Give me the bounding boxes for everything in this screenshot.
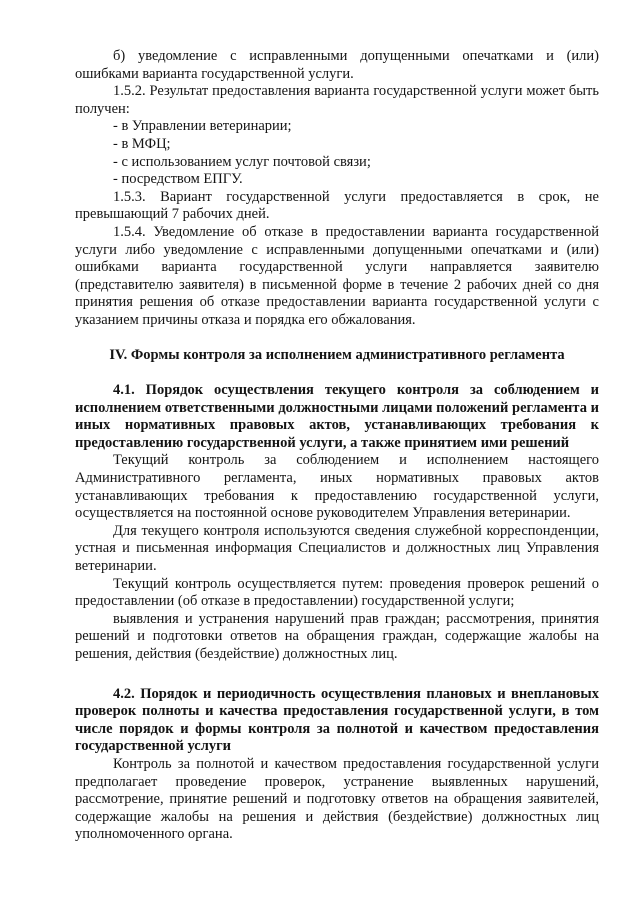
spacer [75,664,599,686]
spacer [75,330,599,347]
paragraph-1-5-4: 1.5.4. Уведомление об отказе в предоставлении варианта государственной услуги либо уведомление с исправленными допущенными опечатками и (или) ошибками варианта государственной услуги направляется заявителю (представителю заявителя) в письменной форме в течение 2 рабочих дней со дня принятия решения об отказе предоставлении варианта государственной услуги с указанием причины отказа и порядка его обжалования. [75,223,599,328]
section-iv-title: IV. Формы контроля за исполнением административного регламента [109,346,565,363]
spacer [75,364,599,382]
paragraph-4-1-d: выявления и устранения нарушений прав граждан; рассмотрения, принятия решений и подготовки ответов на обращения граждан, содержащие жалобы на решения, действия (бездействие) должностных лиц. [75,610,599,662]
paragraph-4-1-a: Текущий контроль за соблюдением и исполнением настоящего Административного регламента, иных нормативных правовых актов устанавливающих требования к предоставлению государственной услуги, осуществляется на постоянной основе руководителем Управления ветеринарии. [75,452,599,522]
paragraph-4-2-a: Контроль за полнотой и качеством предоставления государственной услуги предполагает проведение проверок, устранение выявленных нарушений, рассмотрение, принятие решений и подготовку ответов на обращения заявителей, содержащие жалобы на решения и действия (бездействие) должностных лиц уполномоченного органа. [75,755,599,843]
heading-4-1: 4.1. Порядок осуществления текущего контроля за соблюдением и исполнением ответственными должностными лицами положений регламента и иных нормативных правовых актов, устанавливающих требования к предоставлению государственной услуги, а также принятием ими решений [75,382,599,451]
paragraph-1-5-2: 1.5.2. Результат предоставления варианта государственной услуги может быть получен: [75,83,599,117]
paragraph-1-5-3: 1.5.3. Вариант государственной услуги предоставляется в срок, не превышающий 7 рабочих дней. [75,188,599,223]
list-item-post: - с использованием услуг почтовой связи; [113,153,371,170]
paragraph-4-1-c: Текущий контроль осуществляется путем: проведения проверок решений о предоставлении (об отказе в предоставлении) государственной услуги; [75,575,599,610]
list-item-epgu: - посредством ЕПГУ. [113,171,243,188]
paragraph-4-1-b: Для текущего контроля используются сведения служебной корреспонденции, устная и письменная информация Специалистов и должностных лиц Управления ветеринарии. [75,522,599,575]
document-body [75,48,599,844]
heading-4-2: 4.2. Порядок и периодичность осуществления плановых и внеплановых проверок полноты и качества предоставления государственной услуги, в том числе порядок и формы контроля за полнотой и качеством предоставления государственной услуги [75,685,599,755]
list-item-veterinary: - в Управлении ветеринарии; [113,118,292,135]
paragraph-b: б) уведомление с исправленными допущенными опечатками и (или) ошибками варианта государственной услуги. [75,48,599,82]
list-item-mfc: - в МФЦ; [113,135,171,152]
